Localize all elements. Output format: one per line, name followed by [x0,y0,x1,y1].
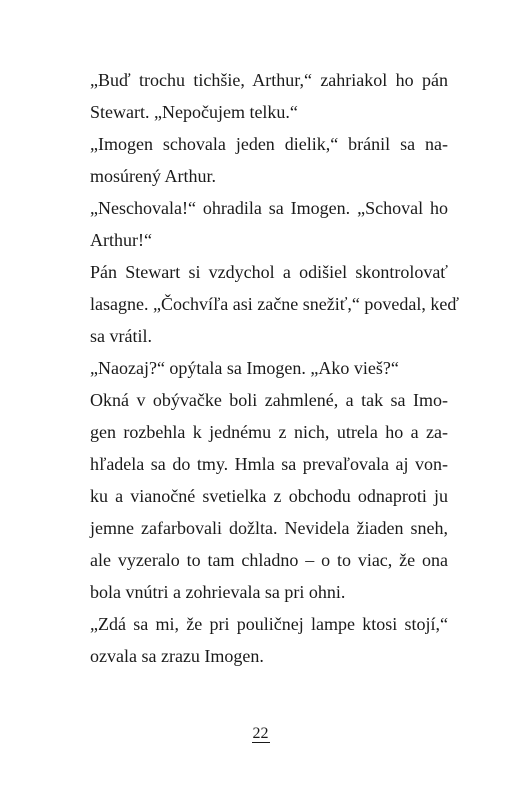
page-text [90,64,459,672]
text-line: „Imogen schovala jeden dielik,“ bránil sa na- [90,134,448,154]
text-line: ozvala sa zrazu Imogen. [90,646,264,666]
text-line: Pán Stewart si vzdychol a odišiel skontrolovať [90,262,448,282]
text-line: sa vrátil. [90,326,152,346]
text-line: „Naozaj?“ opýtala sa Imogen. „Ako vieš?“ [90,358,399,378]
text-line: „Zdá sa mi, že pri pouličnej lampe ktosi stojí,“ [90,614,448,634]
text-line: mosúrený Arthur. [90,166,216,186]
text-line: Arthur!“ [90,230,152,250]
text-line: hľadela sa do tmy. Hmla sa prevaľovala aj von- [90,454,448,474]
page-number-label: 22 [252,725,269,742]
text-line: ku a vianočné svetielka z obchodu odnaproti ju [90,486,448,506]
text-line: lasagne. „Čochvíľa asi začne snežiť,“ povedal, keď [90,294,459,314]
text-line: Stewart. „Nepočujem telku.“ [90,102,298,122]
text-line: „Buď trochu tichšie, Arthur,“ zahriakol ho pán [90,70,448,90]
text-line: „Neschovala!“ ohradila sa Imogen. „Schoval ho [90,198,448,218]
text-line: gen rozbehla k jednému z nich, utrela ho a za- [90,422,448,442]
text-line: ale vyzeralo to tam chladno – o to viac, že ona [90,550,448,570]
text-line: Okná v obývačke boli zahmlené, a tak sa Imo- [90,390,448,410]
text-line: bola vnútri a zohrievala sa pri ohni. [90,582,346,602]
text-line: jemne zafarbovali dožlta. Nevidela žiaden sneh, [90,518,448,538]
page-number [0,722,521,746]
